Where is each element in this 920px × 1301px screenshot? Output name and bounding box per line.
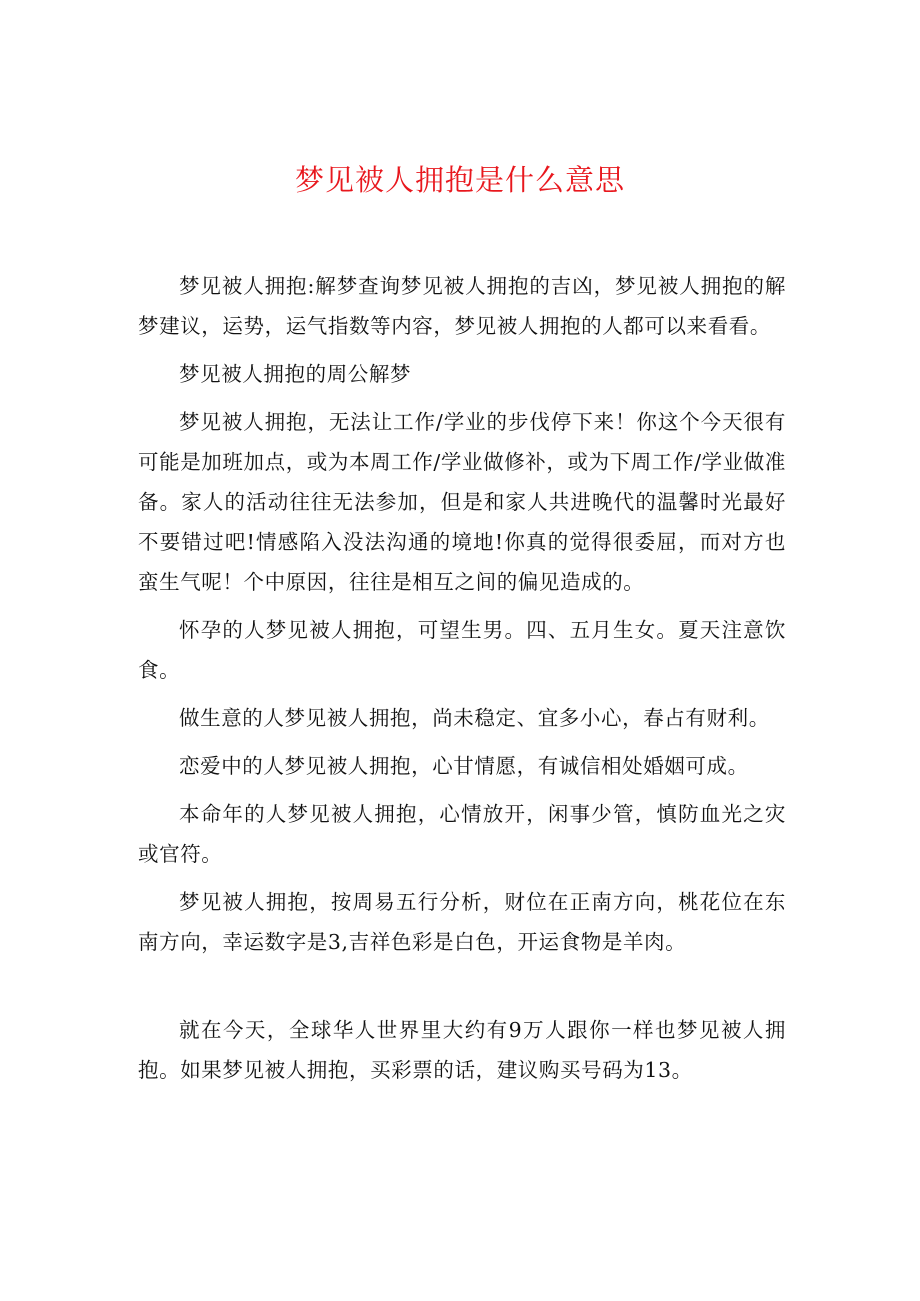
paragraph-interpretation: 梦见被人拥抱，无法让工作/学业的步伐停下来！你这个今天很有可能是加班加点，或为本周工作/学业做修补，或为下周工作/学业做准备。家人的活动往往无法参加，但是和家人共进晚代的温馨时光最好不要错过吧!情感陷入没法沟通的境地!你真的觉得很委屈，而对方也蛮生气呢！个中原因，往往是相互之间的偏见造成的。 [138, 410, 787, 594]
document-title: 梦见被人拥抱是什么意思 [294, 163, 625, 197]
paragraph-lottery: 就在今天，全球华人世界里大约有9万人跟你一样也梦见被人拥抱。如果梦见被人拥抱，买彩票的话，建议购买号码为13。 [138, 1018, 786, 1082]
paragraph-intro: 梦见被人拥抱:解梦查询梦见被人拥抱的吉凶，梦见被人拥抱的解梦建议，运势，运气指数等内容，梦见被人拥抱的人都可以来看看。 [138, 274, 786, 338]
paragraph-five-elements: 梦见被人拥抱，按周易五行分析，财位在正南方向，桃花位在东南方向，幸运数字是3,吉祥色彩是白色，开运食物是羊肉。 [138, 890, 786, 954]
paragraph-section-heading: 梦见被人拥抱的周公解梦 [179, 362, 412, 386]
paragraph-business: 做生意的人梦见被人拥抱，尚未稳定、宜多小心，春占有财利。 [179, 706, 770, 730]
paragraph-pregnant: 怀孕的人梦见被人拥抱，可望生男。四、五月生女。夏天注意饮食。 [138, 618, 786, 682]
paragraph-zodiac-year: 本命年的人梦见被人拥抱，心情放开，闲事少管，慎防血光之灾或官符。 [138, 802, 786, 866]
paragraph-love: 恋爱中的人梦见被人拥抱，心甘情愿，有诚信相处婚姻可成。 [179, 754, 749, 778]
document-body [138, 266, 786, 1090]
